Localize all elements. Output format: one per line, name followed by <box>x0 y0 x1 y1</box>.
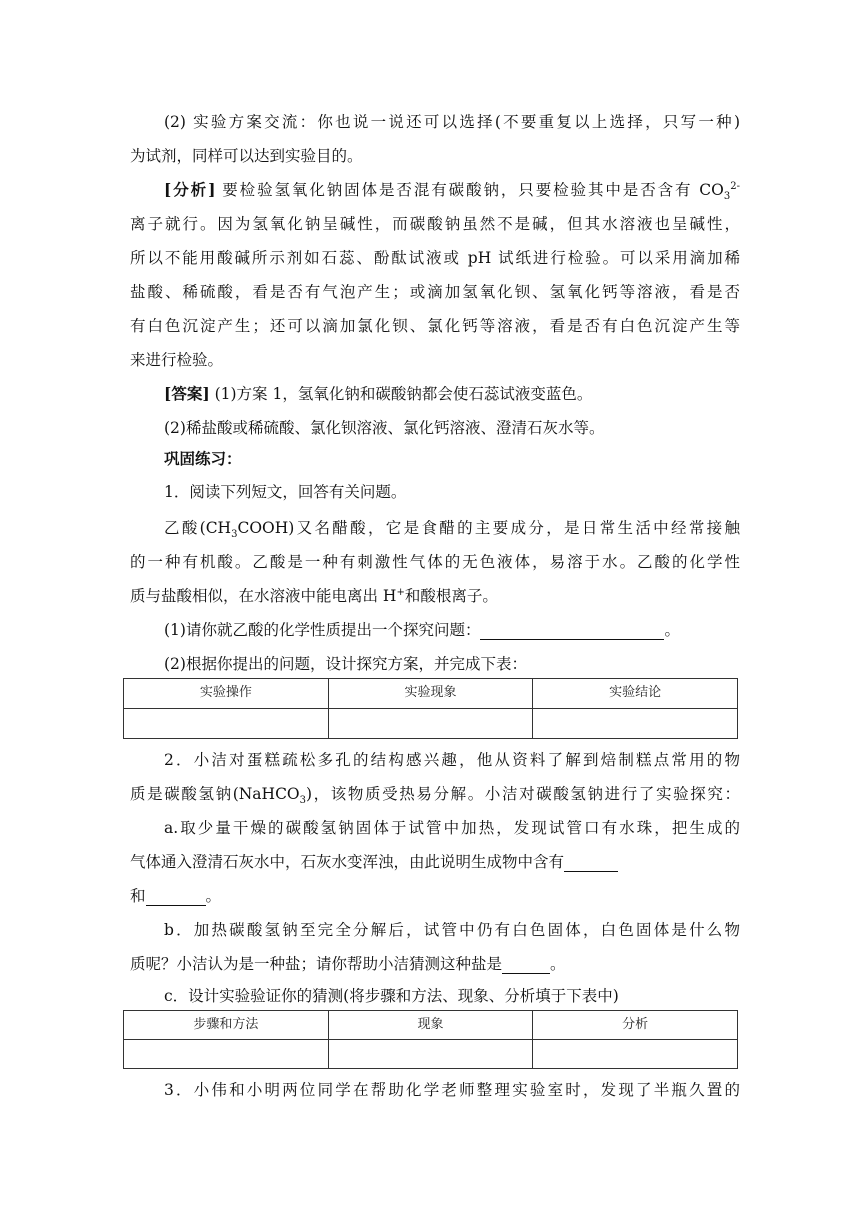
q2-a-line-2 <box>130 852 740 872</box>
table-header-cell: 现象 <box>328 1011 533 1040</box>
analysis-line-2: 离子就行。因为氢氧化钠呈碱性，而碳酸钠虽然不是碱，但其水溶液也呈碱性， <box>130 215 740 233</box>
table-cell-blank[interactable] <box>124 709 329 739</box>
answer-blank-1[interactable] <box>480 623 664 640</box>
answer-blank-4[interactable] <box>502 957 550 974</box>
exchange-question-close: ) <box>733 113 740 131</box>
q2-a-line-3-end: 。 <box>205 887 222 905</box>
table-cell-blank[interactable] <box>533 709 738 739</box>
analysis-subscript: 3 <box>723 191 731 203</box>
analysis-line-4: 盐酸、稀硫酸，看是否有气泡产生；或滴加氢氧化钡、氢氧化钙等溶液，看是否 <box>130 283 740 301</box>
q1-subquestion-2: (2)根据你提出的问题，设计探究方案，并完成下表： <box>164 655 527 673</box>
q2-experiment-table <box>123 1010 738 1069</box>
q1-subquestion-1-text: (1)请你就乙酸的化学性质提出一个探究问题： <box>164 621 481 639</box>
table-header-row <box>124 1011 738 1040</box>
table-cell-blank[interactable] <box>124 1040 329 1069</box>
table-row <box>124 1040 738 1069</box>
q2-a-line-3 <box>130 886 740 906</box>
analysis-label: [分析] <box>164 180 216 199</box>
exchange-question-text: (2) 实验方案交流：你也说一说还可以选择 <box>164 113 495 131</box>
q2-b-line-2 <box>130 954 740 974</box>
practice-heading-text: 巩固练习： <box>164 449 242 468</box>
q1-passage-line-2: 的一种有机酸。乙酸是一种有刺激性气体的无色液体，易溶于水。乙酸的化学性 <box>130 553 740 571</box>
q2-line-2 <box>130 784 740 807</box>
q1-subquestion-1-end: 。 <box>664 621 680 639</box>
q2-c-line: c．设计实验验证你的猜测(将步骤和方法、现象、分析填于下表中) <box>164 987 619 1005</box>
q2-a-line-1: a.取少量干燥的碳酸氢钠固体于试管中加热，发现试管口有水珠，把生成的 <box>164 819 740 837</box>
q1-passage-subscript: 3 <box>231 529 238 541</box>
answer-line-2: (2)稀盐酸或稀硫酸、氯化钡溶液、氯化钙溶液、澄清石灰水等。 <box>164 419 605 437</box>
q1-passage-text-d: 和酸根离子。 <box>404 587 498 605</box>
practice-heading <box>164 449 740 469</box>
analysis-line-1 <box>164 180 740 203</box>
table-header-cell: 实验结论 <box>533 679 738 709</box>
exchange-question-note: (不要重复以上选择，只写一种 <box>494 113 734 131</box>
table-header-cell: 实验现象 <box>328 679 533 709</box>
table-header-row <box>124 679 738 709</box>
analysis-line-3: 所以不能用酸碱所示剂如石蕊、酚酞试液或 pH 试纸进行检验。可以采用滴加稀 <box>130 249 740 267</box>
analysis-line-5: 有白色沉淀产生；还可以滴加氯化钡、氯化钙等溶液，看是否有白色沉淀产生等 <box>130 317 740 335</box>
q2-line-1: 2．小洁对蛋糕疏松多孔的结构感兴趣，他从资料了解到焙制糕点常用的物 <box>164 751 740 769</box>
q1-passage-line-1 <box>164 518 740 541</box>
q2-b-line-1: b．加热碳酸氢钠至完全分解后，试管中仍有白色固体，白色固体是什么物 <box>164 921 740 939</box>
q2-a-line-3-text: 和 <box>130 887 146 905</box>
q1-passage-text-b: COOH)又名醋酸，它是食醋的主要成分，是日常生活中经常接触 <box>237 519 740 537</box>
exchange-question-line-2: 为试剂，同样可以达到实验目的。 <box>130 147 363 165</box>
q2-b-line-2-end: 。 <box>550 955 566 973</box>
table-cell-blank[interactable] <box>533 1040 738 1069</box>
q1-passage-line-3 <box>130 586 740 606</box>
table-header-cell: 步骤和方法 <box>124 1011 329 1040</box>
answer-text-1: (1)方案 1，氢氧化钠和碳酸钠都会使石蕊试液变蓝色。 <box>209 385 593 403</box>
q1-passage-superscript: + <box>396 586 405 598</box>
q1-passage-text-a: 乙酸(CH <box>164 519 232 537</box>
q1-passage-text-c: 质与盐酸相似，在水溶液中能电离出 H <box>130 587 397 605</box>
q1-subquestion-1 <box>164 620 740 640</box>
q3-line-1: 3．小伟和小明两位同学在帮助化学老师整理实验室时，发现了半瓶久置的 <box>164 1081 740 1099</box>
table-cell-blank[interactable] <box>328 1040 533 1069</box>
analysis-line-6: 来进行检验。 <box>130 351 224 369</box>
table-cell-blank[interactable] <box>328 709 533 739</box>
analysis-text: 要检验氢氧化钠固体是否混有碳酸钠，只要检验其中是否含有 CO <box>215 181 724 199</box>
q1-title: 1．阅读下列短文，回答有关问题。 <box>164 483 407 501</box>
q1-experiment-table <box>123 678 738 739</box>
answer-line-1 <box>164 384 740 404</box>
q2-line-2-text-b: )，该物质受热易分解。小洁对碳酸氢钠进行了实验探究： <box>306 785 740 803</box>
answer-blank-2[interactable] <box>564 855 618 872</box>
q2-line-2-text-a: 质是碳酸氢钠(NaHCO <box>130 785 300 803</box>
table-header-cell: 实验操作 <box>124 679 329 709</box>
answer-label: [答案] <box>164 384 210 403</box>
exchange-question-line <box>164 112 740 132</box>
answer-blank-3[interactable] <box>146 889 206 906</box>
q2-a-line-2-text: 气体通入澄清石灰水中，石灰水变浑浊，由此说明生成物中含有 <box>130 853 565 871</box>
q2-subscript: 3 <box>299 795 307 807</box>
q2-b-line-2-text: 质呢？小洁认为是一种盐；请你帮助小洁猜测这种盐是 <box>130 955 503 973</box>
analysis-superscript: 2- <box>730 180 740 192</box>
table-header-cell: 分析 <box>533 1011 738 1040</box>
table-row <box>124 709 738 739</box>
